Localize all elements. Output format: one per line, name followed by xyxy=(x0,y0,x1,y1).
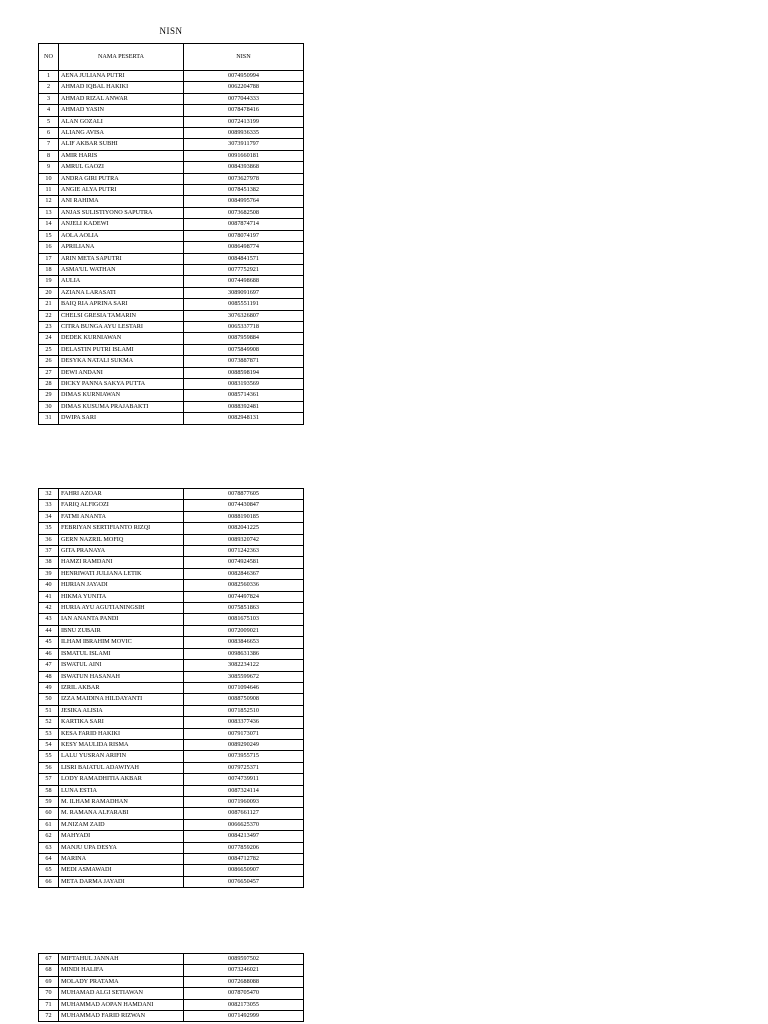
participant-name: MUHAMMAD AOPAN HAMDANI xyxy=(59,999,184,1010)
table-row xyxy=(39,299,304,310)
row-number: 32 xyxy=(39,489,59,500)
participant-name: MOLADY PRATAMA xyxy=(59,976,184,987)
participant-name: GERN NAZRIL MOFIQ xyxy=(59,534,184,545)
nisn-value: 0083193569 xyxy=(184,378,304,389)
participant-name: MIFTAHUL JANNAH xyxy=(59,954,184,965)
participant-name: CHELSI GRESIA TAMARIN xyxy=(59,310,184,321)
table-row xyxy=(39,356,304,367)
row-number: 10 xyxy=(39,173,59,184)
table-row xyxy=(39,785,304,796)
participant-name: FAHRI AZOAR xyxy=(59,489,184,500)
participant-name: AZIANA LARASATI xyxy=(59,287,184,298)
row-number: 17 xyxy=(39,253,59,264)
participant-name: META DARMA JAYADI xyxy=(59,876,184,887)
participant-name: M. ILHAM RAMADHAN xyxy=(59,796,184,807)
nisn-value: 0074924581 xyxy=(184,557,304,568)
nisn-value: 0074498688 xyxy=(184,276,304,287)
participant-name: IZZA MAIDINA HILDAYANTI xyxy=(59,694,184,705)
nisn-value: 0075851863 xyxy=(184,603,304,614)
nisn-value: 0085551191 xyxy=(184,299,304,310)
table-row xyxy=(39,591,304,602)
row-number: 28 xyxy=(39,378,59,389)
nisn-value: 0087959884 xyxy=(184,333,304,344)
row-number: 18 xyxy=(39,264,59,275)
participant-name: DWIPA SARI xyxy=(59,413,184,424)
row-number: 65 xyxy=(39,865,59,876)
row-number: 23 xyxy=(39,321,59,332)
nisn-value: 0074739911 xyxy=(184,774,304,785)
table-row xyxy=(39,230,304,241)
table-row xyxy=(39,378,304,389)
participant-name: LUNA ESTIA xyxy=(59,785,184,796)
participant-name: ANI RAHIMA xyxy=(59,196,184,207)
row-number: 39 xyxy=(39,568,59,579)
participant-name: ALIF AKBAR SUBHI xyxy=(59,139,184,150)
nisn-value: 0088750908 xyxy=(184,694,304,705)
table-row xyxy=(39,876,304,887)
nisn-value: 0082173055 xyxy=(184,999,304,1010)
participant-name: AOLA AOLIA xyxy=(59,230,184,241)
table-row xyxy=(39,150,304,161)
table-row xyxy=(39,82,304,93)
participant-name: ALIANG AVISA xyxy=(59,128,184,139)
nisn-value: 0089936335 xyxy=(184,128,304,139)
nisn-value: 0071094646 xyxy=(184,682,304,693)
participant-name: IBNU ZUBAIR xyxy=(59,625,184,636)
nisn-value: 0077752921 xyxy=(184,264,304,275)
nisn-value: 0071960093 xyxy=(184,796,304,807)
row-number: 26 xyxy=(39,356,59,367)
participant-name: HIJRIAN JAYADI xyxy=(59,580,184,591)
participant-name: ALAN GOZALI xyxy=(59,116,184,127)
row-number: 15 xyxy=(39,230,59,241)
table-row xyxy=(39,276,304,287)
participant-name: ANDRA GIRI PUTRA xyxy=(59,173,184,184)
row-number: 12 xyxy=(39,196,59,207)
table-row xyxy=(39,71,304,82)
row-number: 57 xyxy=(39,774,59,785)
table-row xyxy=(39,344,304,355)
table-row xyxy=(39,546,304,557)
nisn-value: 3082234122 xyxy=(184,660,304,671)
participant-name: HAMZI RAMDANI xyxy=(59,557,184,568)
participant-name: APRILIANA xyxy=(59,242,184,253)
row-number: 71 xyxy=(39,999,59,1010)
row-number: 4 xyxy=(39,105,59,116)
row-number: 51 xyxy=(39,705,59,716)
nisn-value: 3073911797 xyxy=(184,139,304,150)
table-row xyxy=(39,173,304,184)
table-row xyxy=(39,842,304,853)
participant-name: AHMAD RIZAL ANWAR xyxy=(59,93,184,104)
table-row xyxy=(39,139,304,150)
participant-name: KARTIKA SARI xyxy=(59,717,184,728)
row-number: 24 xyxy=(39,333,59,344)
row-number: 33 xyxy=(39,500,59,511)
row-number: 35 xyxy=(39,523,59,534)
nisn-value: 0084995764 xyxy=(184,196,304,207)
row-number: 27 xyxy=(39,367,59,378)
table-row xyxy=(39,128,304,139)
nisn-value: 0071242363 xyxy=(184,546,304,557)
table-header-row xyxy=(39,44,304,71)
participant-name: AHMAD IQBAL HAKIKI xyxy=(59,82,184,93)
table-row xyxy=(39,637,304,648)
row-number: 70 xyxy=(39,988,59,999)
participant-name: HURIA AYU AGUTIANINGSIH xyxy=(59,603,184,614)
table-row xyxy=(39,728,304,739)
participant-name: MANJU UPA DESYA xyxy=(59,842,184,853)
table-row xyxy=(39,808,304,819)
table-row xyxy=(39,242,304,253)
row-number: 25 xyxy=(39,344,59,355)
nisn-value: 3085599672 xyxy=(184,671,304,682)
row-number: 54 xyxy=(39,739,59,750)
row-number: 31 xyxy=(39,413,59,424)
table-row xyxy=(39,321,304,332)
row-number: 56 xyxy=(39,762,59,773)
nisn-value: 0084841571 xyxy=(184,253,304,264)
nisn-value: 0074497824 xyxy=(184,591,304,602)
row-number: 44 xyxy=(39,625,59,636)
row-number: 50 xyxy=(39,694,59,705)
participant-name: ASMA'UL WATHAN xyxy=(59,264,184,275)
row-number: 7 xyxy=(39,139,59,150)
table-row xyxy=(39,568,304,579)
row-number: 13 xyxy=(39,207,59,218)
participant-name: MINDI HALIFA xyxy=(59,965,184,976)
table-row xyxy=(39,603,304,614)
row-number: 22 xyxy=(39,310,59,321)
table-row xyxy=(39,413,304,424)
participant-name: ISWATUL AINI xyxy=(59,660,184,671)
participant-name: GITA PRANAYA xyxy=(59,546,184,557)
participant-name: IZRIL AKBAR xyxy=(59,682,184,693)
row-number: 6 xyxy=(39,128,59,139)
nisn-value: 0089320742 xyxy=(184,534,304,545)
table-row xyxy=(39,976,304,987)
row-number: 61 xyxy=(39,819,59,830)
participant-name: M. RAMANA ALFARABI xyxy=(59,808,184,819)
row-number: 48 xyxy=(39,671,59,682)
row-number: 36 xyxy=(39,534,59,545)
nisn-value: 0086498774 xyxy=(184,242,304,253)
nisn-value: 0087874714 xyxy=(184,219,304,230)
row-number: 58 xyxy=(39,785,59,796)
nisn-value: 0084712782 xyxy=(184,854,304,865)
participant-name: FARIQ ALFIGOZI xyxy=(59,500,184,511)
table-row xyxy=(39,648,304,659)
nisn-value: 0083377436 xyxy=(184,717,304,728)
row-number: 46 xyxy=(39,648,59,659)
row-number: 55 xyxy=(39,751,59,762)
row-number: 37 xyxy=(39,546,59,557)
table-row xyxy=(39,367,304,378)
nisn-value: 0085714361 xyxy=(184,390,304,401)
participant-name: DICKY PANNA SAKYA PUTTA xyxy=(59,378,184,389)
nisn-value: 0088392481 xyxy=(184,401,304,412)
row-number: 49 xyxy=(39,682,59,693)
table-row xyxy=(39,965,304,976)
participant-name: FEBRIYAN SERTIFIANTO RIZQI xyxy=(59,523,184,534)
table-row xyxy=(39,511,304,522)
row-number: 53 xyxy=(39,728,59,739)
nisn-value: 0082948131 xyxy=(184,413,304,424)
nisn-value: 0074950994 xyxy=(184,71,304,82)
table-row xyxy=(39,819,304,830)
table-row xyxy=(39,534,304,545)
table-row xyxy=(39,264,304,275)
table-row xyxy=(39,489,304,500)
row-number: 3 xyxy=(39,93,59,104)
participant-name: MEDI ASMAWADI xyxy=(59,865,184,876)
participant-name: KESA FARID HAKIKI xyxy=(59,728,184,739)
participant-name: KESY MAULIDA RISMA xyxy=(59,739,184,750)
row-number: 16 xyxy=(39,242,59,253)
nisn-value: 0078451382 xyxy=(184,185,304,196)
nisn-value: 3076326807 xyxy=(184,310,304,321)
participant-name: MUHAMMAD FARID RIZWAN xyxy=(59,1011,184,1022)
table-row xyxy=(39,988,304,999)
nisn-value: 0072688088 xyxy=(184,976,304,987)
column-header-nama: NAMA PESERTA xyxy=(59,44,184,71)
table-row xyxy=(39,682,304,693)
row-number: 2 xyxy=(39,82,59,93)
row-number: 29 xyxy=(39,390,59,401)
table-row xyxy=(39,523,304,534)
participant-name: BAIQ RIA APRINA SARI xyxy=(59,299,184,310)
participant-name: DIMAS KUSUMA PRAJABAKTI xyxy=(59,401,184,412)
row-number: 66 xyxy=(39,876,59,887)
nisn-value: 0077859206 xyxy=(184,842,304,853)
table-row xyxy=(39,162,304,173)
participant-name: ANJELI KADEWI xyxy=(59,219,184,230)
nisn-value: 0079173071 xyxy=(184,728,304,739)
participant-name: ISMATUL ISLAMI xyxy=(59,648,184,659)
participant-name: LALU YUSRAN ARIFIN xyxy=(59,751,184,762)
nisn-value: 0078074197 xyxy=(184,230,304,241)
nisn-value: 0073627978 xyxy=(184,173,304,184)
nisn-value: 0073887871 xyxy=(184,356,304,367)
nisn-value: 0071492999 xyxy=(184,1011,304,1022)
nisn-value: 0084393868 xyxy=(184,162,304,173)
row-number: 67 xyxy=(39,954,59,965)
row-number: 72 xyxy=(39,1011,59,1022)
nisn-value: 0083846653 xyxy=(184,637,304,648)
column-header-no: NO xyxy=(39,44,59,71)
nisn-value: 0086650907 xyxy=(184,865,304,876)
table-row xyxy=(39,105,304,116)
nisn-value: 0089290249 xyxy=(184,739,304,750)
row-number: 1 xyxy=(39,71,59,82)
table-row xyxy=(39,717,304,728)
row-number: 60 xyxy=(39,808,59,819)
table-row xyxy=(39,401,304,412)
table-row xyxy=(39,774,304,785)
table-row xyxy=(39,671,304,682)
participant-name: ARIN META SAPUTRI xyxy=(59,253,184,264)
nisn-value: 0073246021 xyxy=(184,965,304,976)
table-row xyxy=(39,854,304,865)
participant-name: MUHAMAD ALGI SETIAWAN xyxy=(59,988,184,999)
nisn-value: 0078478416 xyxy=(184,105,304,116)
row-number: 42 xyxy=(39,603,59,614)
row-number: 63 xyxy=(39,842,59,853)
nisn-value: 0066625370 xyxy=(184,819,304,830)
row-number: 20 xyxy=(39,287,59,298)
participant-name: AHMAD YASIN xyxy=(59,105,184,116)
nisn-value: 0073682508 xyxy=(184,207,304,218)
participant-name: LISRI BAIATUL ADAWIYAH xyxy=(59,762,184,773)
row-number: 11 xyxy=(39,185,59,196)
table-row xyxy=(39,333,304,344)
row-number: 5 xyxy=(39,116,59,127)
table-row xyxy=(39,954,304,965)
nisn-value: 0091660181 xyxy=(184,150,304,161)
table-row xyxy=(39,253,304,264)
table-row xyxy=(39,207,304,218)
nisn-value: 0075849908 xyxy=(184,344,304,355)
row-number: 62 xyxy=(39,831,59,842)
participant-name: DELASTIN PUTRI ISLAMI xyxy=(59,344,184,355)
table-row xyxy=(39,390,304,401)
participant-name: MARINA xyxy=(59,854,184,865)
row-number: 34 xyxy=(39,511,59,522)
nisn-value: 0072009021 xyxy=(184,625,304,636)
participant-name: MAHYADI xyxy=(59,831,184,842)
table-row xyxy=(39,580,304,591)
table-row xyxy=(39,93,304,104)
table-row xyxy=(39,762,304,773)
column-header-nisn: NISN xyxy=(184,44,304,71)
table-row xyxy=(39,865,304,876)
row-number: 43 xyxy=(39,614,59,625)
table-row xyxy=(39,185,304,196)
table-row xyxy=(39,831,304,842)
nisn-table-1 xyxy=(38,43,304,425)
participant-name: FATMI ANANTA xyxy=(59,511,184,522)
participant-name: ANJAS SULISTIYONO SAPUTRA xyxy=(59,207,184,218)
row-number: 19 xyxy=(39,276,59,287)
participant-name: HIKMA YUNITA xyxy=(59,591,184,602)
row-number: 52 xyxy=(39,717,59,728)
table-row xyxy=(39,625,304,636)
participant-name: ILHAM IBRAHIM MOVIC xyxy=(59,637,184,648)
table-row xyxy=(39,705,304,716)
table-row xyxy=(39,999,304,1010)
nisn-value: 0078877605 xyxy=(184,489,304,500)
table-row xyxy=(39,287,304,298)
table-row xyxy=(39,660,304,671)
participant-name: AULIA xyxy=(59,276,184,287)
nisn-value: 0087661127 xyxy=(184,808,304,819)
participant-name: ISWATUN HASANAH xyxy=(59,671,184,682)
participant-name: IAN ANANTA PANDI xyxy=(59,614,184,625)
participant-name: JESIKA ALISIA xyxy=(59,705,184,716)
nisn-value: 0073955715 xyxy=(184,751,304,762)
nisn-value: 0087324114 xyxy=(184,785,304,796)
table-row xyxy=(39,500,304,511)
table-row xyxy=(39,614,304,625)
participant-name: ANGIE ALYA PUTRI xyxy=(59,185,184,196)
participant-name: DESYKA NATALI SUKMA xyxy=(59,356,184,367)
nisn-value: 0088190185 xyxy=(184,511,304,522)
participant-name: CITRA BUNGA AYU LESTARI xyxy=(59,321,184,332)
nisn-value: 0084213497 xyxy=(184,831,304,842)
row-number: 38 xyxy=(39,557,59,568)
nisn-value: 3089091697 xyxy=(184,287,304,298)
table-row xyxy=(39,196,304,207)
table-row xyxy=(39,694,304,705)
row-number: 9 xyxy=(39,162,59,173)
table-row xyxy=(39,1011,304,1022)
table-row xyxy=(39,739,304,750)
table-row xyxy=(39,751,304,762)
row-number: 30 xyxy=(39,401,59,412)
nisn-value: 0088598194 xyxy=(184,367,304,378)
nisn-table-3 xyxy=(38,953,304,1022)
row-number: 14 xyxy=(39,219,59,230)
row-number: 47 xyxy=(39,660,59,671)
participant-name: DIMAS KURNIAWAN xyxy=(59,390,184,401)
row-number: 68 xyxy=(39,965,59,976)
row-number: 69 xyxy=(39,976,59,987)
nisn-value: 0089597502 xyxy=(184,954,304,965)
table-row xyxy=(39,796,304,807)
nisn-value: 0071852510 xyxy=(184,705,304,716)
nisn-value: 0079725371 xyxy=(184,762,304,773)
row-number: 64 xyxy=(39,854,59,865)
participant-name: AMRUL GAOZI xyxy=(59,162,184,173)
participant-name: HENRIWATI JULIANA LETIK xyxy=(59,568,184,579)
page-title: NISN xyxy=(159,26,183,36)
participant-name: DEDEK KURNIAWAN xyxy=(59,333,184,344)
nisn-value: 0077044333 xyxy=(184,93,304,104)
nisn-value: 0082560336 xyxy=(184,580,304,591)
table-row xyxy=(39,116,304,127)
table-row xyxy=(39,310,304,321)
nisn-value: 0072413199 xyxy=(184,116,304,127)
row-number: 8 xyxy=(39,150,59,161)
nisn-value: 0078705470 xyxy=(184,988,304,999)
participant-name: AENA JULIANA PUTRI xyxy=(59,71,184,82)
table-row xyxy=(39,557,304,568)
nisn-value: 0082846367 xyxy=(184,568,304,579)
nisn-value: 0098631386 xyxy=(184,648,304,659)
nisn-value: 0074430847 xyxy=(184,500,304,511)
row-number: 41 xyxy=(39,591,59,602)
nisn-value: 0082041225 xyxy=(184,523,304,534)
participant-name: AMIR HARIS xyxy=(59,150,184,161)
row-number: 40 xyxy=(39,580,59,591)
table-row xyxy=(39,219,304,230)
participant-name: M.NIZAM ZAID xyxy=(59,819,184,830)
participant-name: LODY RAMADHITIA AKBAR xyxy=(59,774,184,785)
nisn-value: 0062204788 xyxy=(184,82,304,93)
row-number: 21 xyxy=(39,299,59,310)
row-number: 45 xyxy=(39,637,59,648)
nisn-value: 0065337718 xyxy=(184,321,304,332)
nisn-table-2 xyxy=(38,488,304,888)
nisn-value: 0081675103 xyxy=(184,614,304,625)
row-number: 59 xyxy=(39,796,59,807)
nisn-value: 0076650457 xyxy=(184,876,304,887)
participant-name: DEWI ANDANI xyxy=(59,367,184,378)
